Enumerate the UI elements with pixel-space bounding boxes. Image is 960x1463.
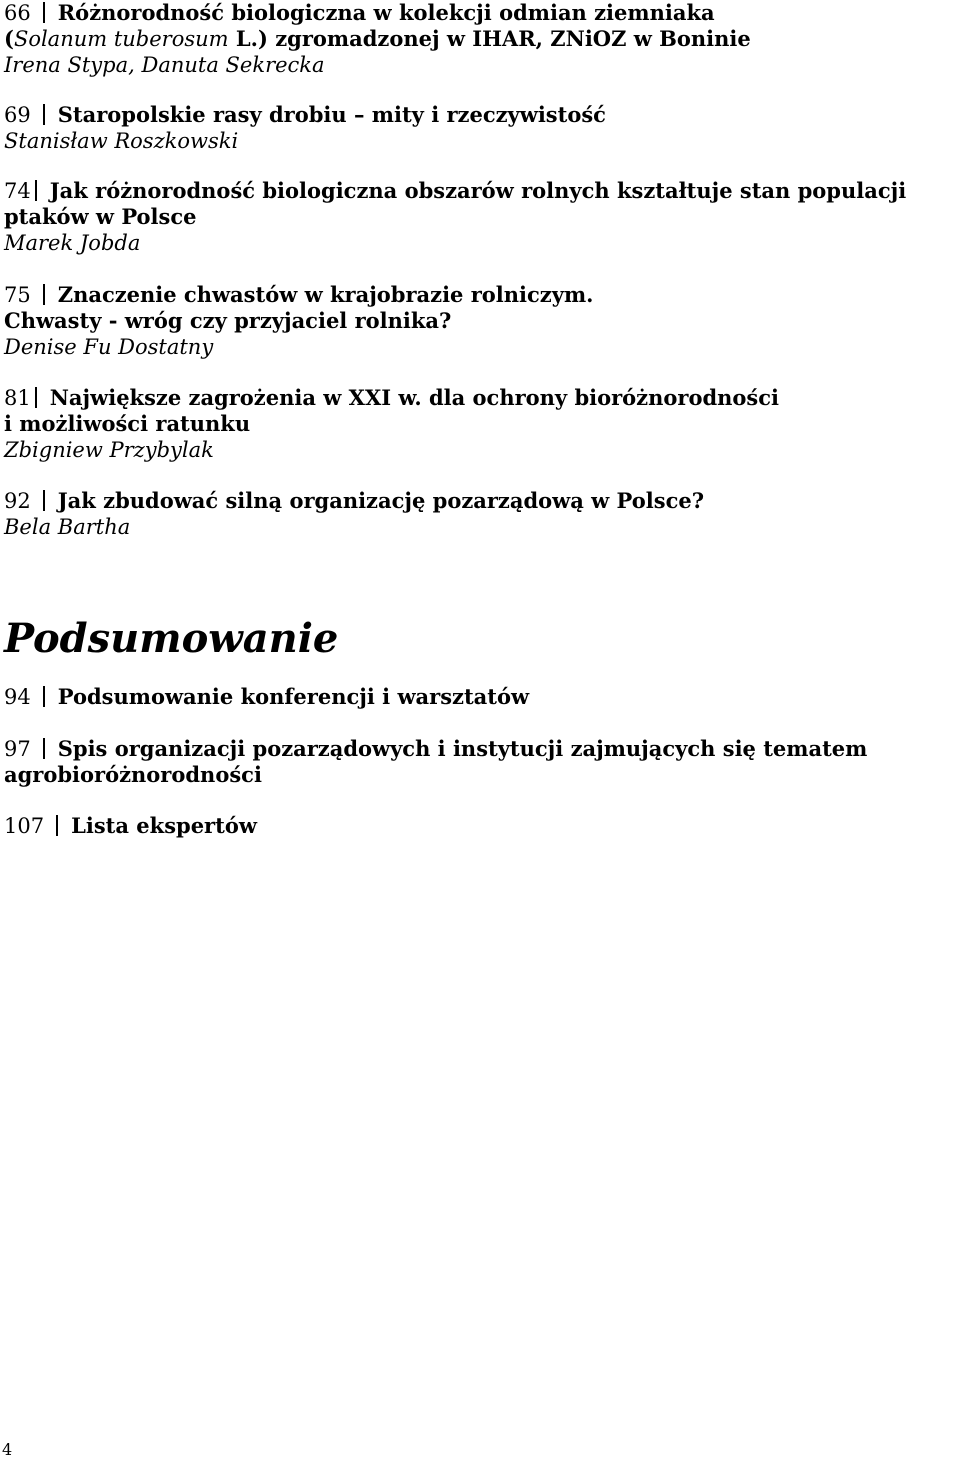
toc-entry-title: Jak zbudować silną organizację pozarządową w Polsce?	[57, 488, 705, 513]
toc-entry-title-line	[4, 26, 751, 52]
toc-entry	[4, 178, 906, 256]
toc-entry-title: Spis organizacji pozarządowych i instytucji zajmujących się tematem	[57, 736, 868, 761]
toc-entry-title-line	[4, 102, 606, 128]
toc-entry-author: Denise Fu Dostatny	[4, 335, 214, 359]
toc-entry-title: Podsumowanie konferencji i warsztatów	[57, 684, 530, 709]
toc-entry-title: Lista ekspertów	[71, 813, 257, 838]
toc-entry-title-line	[4, 0, 751, 26]
toc-entry-title-line	[4, 178, 906, 204]
toc-entry-title: L.) zgromadzonej w IHAR, ZNiOZ w Boninie	[228, 26, 751, 51]
separator-bar	[43, 490, 45, 511]
toc-page-number: 75	[4, 283, 31, 307]
toc-entry-title-line	[4, 762, 867, 788]
toc-entry-title-paren: (	[4, 26, 14, 51]
toc-entry-title-line	[4, 488, 704, 514]
toc-page-number: 69	[4, 103, 31, 127]
toc-entry-title: i możliwości ratunku	[4, 411, 251, 436]
separator-bar	[43, 284, 45, 305]
toc-page-number: 81	[4, 386, 31, 410]
separator-bar	[35, 387, 37, 408]
toc-entry-title-line	[4, 813, 257, 839]
toc-entry	[4, 684, 529, 710]
toc-page-number: 107	[4, 814, 45, 838]
toc-entry-title-line	[4, 736, 867, 762]
toc-entry-title: agrobioróżnorodności	[4, 762, 262, 787]
toc-page-number: 94	[4, 685, 31, 709]
toc-entry-author: Marek Jobda	[4, 231, 141, 255]
toc-entry-title-line	[4, 282, 593, 308]
toc-entry-author: Irena Stypa, Danuta Sekrecka	[4, 53, 325, 77]
toc-entry	[4, 0, 751, 78]
toc-entry-title: Znaczenie chwastów w krajobrazie rolniczym.	[57, 282, 594, 307]
toc-entry-title: ptaków w Polsce	[4, 204, 197, 229]
toc-entry-title-line	[4, 308, 593, 334]
toc-page-number: 97	[4, 737, 31, 761]
separator-bar	[35, 180, 37, 201]
toc-entry	[4, 102, 606, 154]
toc-entry-title: Jak różnorodność biologiczna obszarów rolnych kształtuje stan populacji	[49, 178, 907, 203]
toc-entry-title-line	[4, 385, 779, 411]
toc-entry-title-latin: Solanum tuberosum	[13, 27, 229, 51]
separator-bar	[43, 686, 45, 707]
toc-entry-title-line	[4, 411, 779, 437]
page-number: 4	[2, 1440, 13, 1459]
section-heading: Podsumowanie	[4, 615, 339, 662]
toc-entry	[4, 385, 779, 463]
toc-entry-title: Chwasty - wróg czy przyjaciel rolnika?	[4, 308, 452, 333]
toc-entry-title-line	[4, 204, 906, 230]
toc-entry-title: Staropolskie rasy drobiu – mity i rzeczywistość	[57, 102, 606, 127]
toc-entry-author: Zbigniew Przybylak	[4, 438, 214, 462]
toc-page-number: 74	[4, 179, 31, 203]
toc-entry	[4, 813, 257, 839]
toc-entry-title: Różnorodność biologiczna w kolekcji odmian ziemniaka	[57, 0, 715, 25]
toc-page-number: 92	[4, 489, 31, 513]
toc-entry	[4, 736, 867, 788]
toc-entry-author: Stanisław Roszkowski	[4, 129, 239, 153]
toc-entry	[4, 282, 593, 360]
separator-bar	[43, 104, 45, 125]
toc-entry-title: Największe zagrożenia w XXI w. dla ochrony bioróżnorodności	[49, 385, 780, 410]
separator-bar	[56, 815, 58, 836]
toc-page-number: 66	[4, 1, 31, 25]
separator-bar	[43, 738, 45, 759]
toc-entry-title-line	[4, 684, 529, 710]
separator-bar	[43, 2, 45, 23]
toc-entry-author: Bela Bartha	[4, 515, 131, 539]
toc-entry	[4, 488, 704, 540]
